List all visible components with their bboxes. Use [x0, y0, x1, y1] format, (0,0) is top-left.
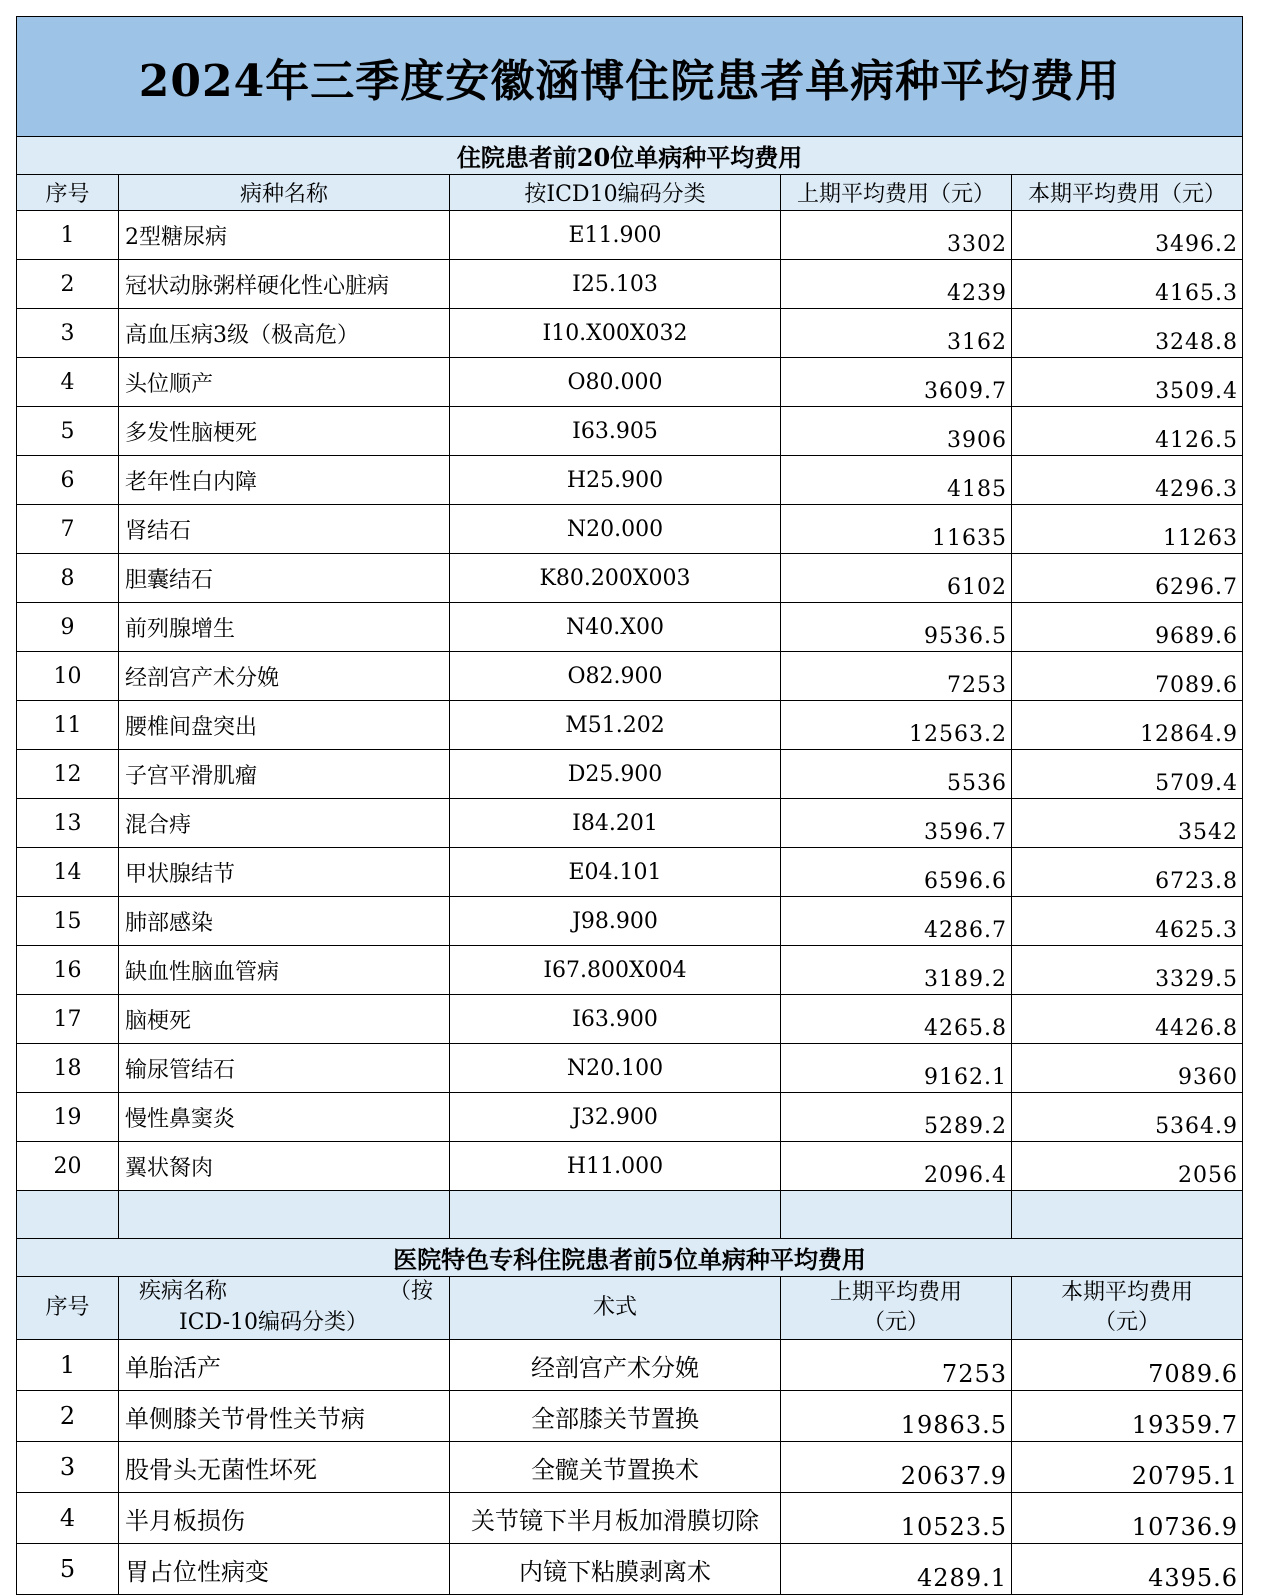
icd-code: I63.905 — [450, 407, 781, 456]
table-row — [17, 309, 1243, 358]
icd-code: N20.100 — [450, 1044, 781, 1093]
header-disease-name-part: （按 — [388, 1279, 433, 1304]
blank-cell — [781, 1191, 1012, 1239]
disease-name: 多发性脑梗死 — [119, 407, 450, 456]
header-prev-cost-line1: 上期平均费用 — [829, 1280, 962, 1305]
prev-cost: 4286.7 — [781, 897, 1012, 946]
curr-cost: 5709.4 — [1012, 750, 1243, 799]
icd-code: N40.X00 — [450, 603, 781, 652]
row-index: 13 — [17, 799, 119, 848]
icd-code: D25.900 — [450, 750, 781, 799]
table-row — [17, 1442, 1243, 1493]
header-surgery: 术式 — [450, 1277, 781, 1340]
curr-cost: 11263 — [1012, 505, 1243, 554]
prev-cost: 3162 — [781, 309, 1012, 358]
icd-code: I84.201 — [450, 799, 781, 848]
icd-code: H11.000 — [450, 1142, 781, 1191]
header-curr-cost-line2: （元） — [1094, 1310, 1161, 1335]
table-row — [17, 1391, 1243, 1442]
disease-name: 冠状动脉粥样硬化性心脏病 — [119, 260, 450, 309]
table-row — [17, 799, 1243, 848]
curr-cost: 9360 — [1012, 1044, 1243, 1093]
row-index: 18 — [17, 1044, 119, 1093]
table-row — [17, 1544, 1243, 1595]
prev-cost: 3906 — [781, 407, 1012, 456]
icd-code: J32.900 — [450, 1093, 781, 1142]
row-index: 1 — [17, 1340, 119, 1391]
table-row — [17, 456, 1243, 505]
header-prev-cost: 上期平均费用（元） — [781, 175, 1012, 211]
prev-cost: 3596.7 — [781, 799, 1012, 848]
prev-cost: 4185 — [781, 456, 1012, 505]
row-index: 3 — [17, 1442, 119, 1493]
row-index: 9 — [17, 603, 119, 652]
disease-name: 子宫平滑肌瘤 — [119, 750, 450, 799]
row-index: 16 — [17, 946, 119, 995]
curr-cost: 3329.5 — [1012, 946, 1243, 995]
table-row — [17, 1493, 1243, 1544]
surgery-type: 关节镜下半月板加滑膜切除 — [450, 1493, 781, 1544]
row-index: 6 — [17, 456, 119, 505]
surgery-type: 全部膝关节置换 — [450, 1391, 781, 1442]
prev-cost: 9536.5 — [781, 603, 1012, 652]
prev-cost: 3609.7 — [781, 358, 1012, 407]
disease-name: 混合痔 — [119, 799, 450, 848]
curr-cost: 4395.6 — [1012, 1544, 1243, 1595]
prev-cost: 6102 — [781, 554, 1012, 603]
header-prev-cost — [781, 1277, 1012, 1340]
icd-code: N20.000 — [450, 505, 781, 554]
icd-code: I63.900 — [450, 995, 781, 1044]
row-index: 15 — [17, 897, 119, 946]
row-index: 11 — [17, 701, 119, 750]
row-index: 17 — [17, 995, 119, 1044]
section2-header-row — [17, 1277, 1243, 1340]
row-index: 1 — [17, 211, 119, 260]
fee-table — [16, 16, 1243, 1595]
row-index: 8 — [17, 554, 119, 603]
prev-cost: 11635 — [781, 505, 1012, 554]
prev-cost: 5289.2 — [781, 1093, 1012, 1142]
table-row — [17, 750, 1243, 799]
prev-cost: 4289.1 — [781, 1544, 1012, 1595]
table-row — [17, 701, 1243, 750]
surgery-type: 内镜下粘膜剥离术 — [450, 1544, 781, 1595]
prev-cost: 7253 — [781, 1340, 1012, 1391]
section1-title: 住院患者前20位单病种平均费用 — [17, 137, 1243, 175]
icd-code: E11.900 — [450, 211, 781, 260]
disease-name: 缺血性脑血管病 — [119, 946, 450, 995]
disease-name: 翼状胬肉 — [119, 1142, 450, 1191]
disease-name: 脑梗死 — [119, 995, 450, 1044]
curr-cost: 7089.6 — [1012, 1340, 1243, 1391]
table-row — [17, 358, 1243, 407]
header-disease-name-part: ICD-10编码分类） — [179, 1310, 368, 1335]
icd-code: E04.101 — [450, 848, 781, 897]
disease-name: 头位顺产 — [119, 358, 450, 407]
curr-cost: 4426.8 — [1012, 995, 1243, 1044]
table-row — [17, 505, 1243, 554]
table-row — [17, 260, 1243, 309]
curr-cost: 20795.1 — [1012, 1442, 1243, 1493]
curr-cost: 3542 — [1012, 799, 1243, 848]
section1-title-row — [17, 137, 1243, 175]
table-row — [17, 995, 1243, 1044]
section1-header-row — [17, 175, 1243, 211]
row-index: 5 — [17, 407, 119, 456]
icd-code: O80.000 — [450, 358, 781, 407]
curr-cost: 4296.3 — [1012, 456, 1243, 505]
table-row — [17, 1093, 1243, 1142]
icd-code: H25.900 — [450, 456, 781, 505]
table-row — [17, 652, 1243, 701]
header-curr-cost — [1012, 1277, 1243, 1340]
section2-title: 医院特色专科住院患者前5位单病种平均费用 — [17, 1239, 1243, 1277]
row-index: 2 — [17, 260, 119, 309]
prev-cost: 5536 — [781, 750, 1012, 799]
row-index: 4 — [17, 358, 119, 407]
table-row — [17, 603, 1243, 652]
table-row — [17, 554, 1243, 603]
disease-name: 股骨头无菌性坏死 — [119, 1442, 450, 1493]
blank-cell — [119, 1191, 450, 1239]
header-icd-code: 按ICD10编码分类 — [450, 175, 781, 211]
disease-name: 胃占位性病变 — [119, 1544, 450, 1595]
page-title: 2024年三季度安徽涵博住院患者单病种平均费用 — [17, 17, 1243, 137]
disease-name: 肾结石 — [119, 505, 450, 554]
icd-code: I25.103 — [450, 260, 781, 309]
table-row — [17, 211, 1243, 260]
row-index: 4 — [17, 1493, 119, 1544]
icd-code: O82.900 — [450, 652, 781, 701]
icd-code: I67.800X004 — [450, 946, 781, 995]
blank-cell — [450, 1191, 781, 1239]
header-index: 序号 — [17, 1277, 119, 1340]
title-row — [17, 17, 1243, 137]
prev-cost: 4265.8 — [781, 995, 1012, 1044]
disease-name: 单胎活产 — [119, 1340, 450, 1391]
prev-cost: 19863.5 — [781, 1391, 1012, 1442]
prev-cost: 7253 — [781, 652, 1012, 701]
table-row — [17, 897, 1243, 946]
disease-name: 前列腺增生 — [119, 603, 450, 652]
disease-name: 半月板损伤 — [119, 1493, 450, 1544]
disease-name: 输尿管结石 — [119, 1044, 450, 1093]
prev-cost: 2096.4 — [781, 1142, 1012, 1191]
row-index: 12 — [17, 750, 119, 799]
prev-cost: 4239 — [781, 260, 1012, 309]
icd-code: K80.200X003 — [450, 554, 781, 603]
prev-cost: 10523.5 — [781, 1493, 1012, 1544]
header-prev-cost-line2: （元） — [862, 1310, 929, 1335]
table-row — [17, 1044, 1243, 1093]
prev-cost: 9162.1 — [781, 1044, 1012, 1093]
curr-cost: 6296.7 — [1012, 554, 1243, 603]
table-row — [17, 407, 1243, 456]
table-row — [17, 848, 1243, 897]
section2-title-row — [17, 1239, 1243, 1277]
curr-cost: 12864.9 — [1012, 701, 1243, 750]
disease-name: 肺部感染 — [119, 897, 450, 946]
row-index: 2 — [17, 1391, 119, 1442]
header-disease-name-part: 疾病名称 — [139, 1279, 228, 1304]
prev-cost: 3189.2 — [781, 946, 1012, 995]
prev-cost: 12563.2 — [781, 701, 1012, 750]
curr-cost: 5364.9 — [1012, 1093, 1243, 1142]
curr-cost: 3496.2 — [1012, 211, 1243, 260]
header-curr-cost-line1: 本期平均费用 — [1061, 1280, 1194, 1305]
row-index: 19 — [17, 1093, 119, 1142]
curr-cost: 4126.5 — [1012, 407, 1243, 456]
table-row — [17, 1142, 1243, 1191]
prev-cost: 3302 — [781, 211, 1012, 260]
disease-name: 单侧膝关节骨性关节病 — [119, 1391, 450, 1442]
row-index: 20 — [17, 1142, 119, 1191]
icd-code: M51.202 — [450, 701, 781, 750]
table-row — [17, 946, 1243, 995]
header-curr-cost: 本期平均费用（元） — [1012, 175, 1243, 211]
icd-code: J98.900 — [450, 897, 781, 946]
disease-name: 胆囊结石 — [119, 554, 450, 603]
curr-cost: 4165.3 — [1012, 260, 1243, 309]
icd-code: I10.X00X032 — [450, 309, 781, 358]
curr-cost: 4625.3 — [1012, 897, 1243, 946]
blank-cell — [17, 1191, 119, 1239]
blank-row — [17, 1191, 1243, 1239]
curr-cost: 7089.6 — [1012, 652, 1243, 701]
curr-cost: 3509.4 — [1012, 358, 1243, 407]
row-index: 10 — [17, 652, 119, 701]
disease-name: 高血压病3级（极高危） — [119, 309, 450, 358]
disease-name: 老年性白内障 — [119, 456, 450, 505]
curr-cost: 2056 — [1012, 1142, 1243, 1191]
header-index: 序号 — [17, 175, 119, 211]
disease-name: 2型糖尿病 — [119, 211, 450, 260]
curr-cost: 10736.9 — [1012, 1493, 1243, 1544]
row-index: 5 — [17, 1544, 119, 1595]
curr-cost: 6723.8 — [1012, 848, 1243, 897]
disease-name: 经剖宫产术分娩 — [119, 652, 450, 701]
header-disease-name: 病种名称 — [119, 175, 450, 211]
disease-name: 甲状腺结节 — [119, 848, 450, 897]
prev-cost: 6596.6 — [781, 848, 1012, 897]
table-row — [17, 1340, 1243, 1391]
row-index: 14 — [17, 848, 119, 897]
curr-cost: 3248.8 — [1012, 309, 1243, 358]
row-index: 3 — [17, 309, 119, 358]
row-index: 7 — [17, 505, 119, 554]
blank-cell — [1012, 1191, 1243, 1239]
surgery-type: 全髋关节置换术 — [450, 1442, 781, 1493]
surgery-type: 经剖宫产术分娩 — [450, 1340, 781, 1391]
disease-name: 慢性鼻窦炎 — [119, 1093, 450, 1142]
curr-cost: 19359.7 — [1012, 1391, 1243, 1442]
disease-name: 腰椎间盘突出 — [119, 701, 450, 750]
prev-cost: 20637.9 — [781, 1442, 1012, 1493]
curr-cost: 9689.6 — [1012, 603, 1243, 652]
header-disease-name — [119, 1277, 450, 1340]
